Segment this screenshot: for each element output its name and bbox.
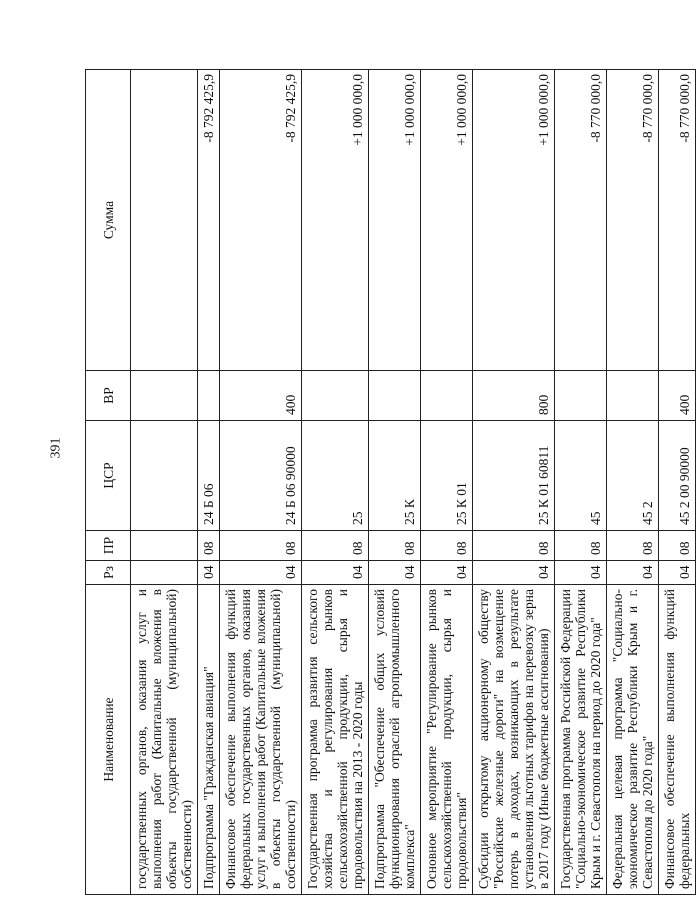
budget-table (85, 69, 696, 895)
row-pr: 08 (659, 531, 696, 561)
row-sum: -8 792 425,9 (220, 70, 302, 371)
table-row (473, 70, 555, 895)
table-row (421, 70, 473, 895)
row-rz: 04 (198, 561, 220, 585)
row-csr: 25 К 01 60811 (473, 421, 555, 531)
row-vr: 400 (220, 371, 302, 421)
row-name: Государственная программа Российской Федерации "Социально-экономическое развитие Республики Крым и г. Севастополя на период до 2020 года" (555, 585, 607, 895)
row-pr: 08 (302, 531, 369, 561)
row-pr: 08 (198, 531, 220, 561)
row-sum: +1 000 000,0 (302, 70, 369, 371)
row-sum: +1 000 000,0 (369, 70, 421, 371)
row-rz: 04 (220, 561, 302, 585)
row-pr: 08 (473, 531, 555, 561)
row-vr (369, 371, 421, 421)
row-vr: 800 (473, 371, 555, 421)
row-csr (131, 421, 198, 531)
row-csr: 25 (302, 421, 369, 531)
row-csr: 25 К (369, 421, 421, 531)
row-name: Подпрограмма "Гражданская авиация" (198, 585, 220, 895)
row-pr: 08 (607, 531, 659, 561)
header-vr: ВР (86, 371, 131, 421)
row-name: Финансовое обеспечение выполнения функций федеральных государственных органов, оказания услуг и выполнения работ (Капитальные вложения в объекты государственной (муниципальной) собственности) (220, 585, 302, 895)
row-vr (421, 371, 473, 421)
row-rz: 04 (369, 561, 421, 585)
row-vr (555, 371, 607, 421)
row-rz: 04 (607, 561, 659, 585)
row-rz (131, 561, 198, 585)
row-name: государственных органов, оказания услуг и выполнения работ (Капитальные вложения в объекты государственной (муниципальной) собственности) (131, 585, 198, 895)
row-sum: +1 000 000,0 (421, 70, 473, 371)
page-number: 391 (48, 437, 64, 459)
table-row (369, 70, 421, 895)
row-rz: 04 (659, 561, 696, 585)
row-csr: 24 Б 06 (198, 421, 220, 531)
row-csr: 25 К 01 (421, 421, 473, 531)
row-name: Федеральная целевая программа "Социально-экономическое развитие Республики Крым и г. Севастополя до 2020 года" (607, 585, 659, 895)
row-name: Финансовое обеспечение выполнения функций федеральных (659, 585, 696, 895)
table-row (302, 70, 369, 895)
row-pr: 08 (220, 531, 302, 561)
row-name: Субсидии открытому акционерному обществу "Российские железные дороги" на возмещение потерь в доходах, возникающих в результате установления льготных тарифов на перевозку зерна в 2017 году (Иные бюджетные ассигнования) (473, 585, 555, 895)
row-csr: 24 Б 06 90000 (220, 421, 302, 531)
header-name: Наименование (86, 585, 131, 895)
table-row (131, 70, 198, 895)
row-sum: -8 770 000,0 (659, 70, 696, 371)
row-pr (131, 531, 198, 561)
row-vr (131, 371, 198, 421)
header-pr: ПР (86, 531, 131, 561)
row-csr: 45 (555, 421, 607, 531)
table-header-row (86, 70, 131, 895)
row-rz: 04 (555, 561, 607, 585)
header-csr: ЦСР (86, 421, 131, 531)
row-pr: 08 (421, 531, 473, 561)
row-sum: -8 770 000,0 (607, 70, 659, 371)
table-row (220, 70, 302, 895)
header-sum: Сумма (86, 70, 131, 371)
row-name: Государственная программа развития сельского хозяйства и регулирования рынков сельскохозяйственной продукции, сырья и продовольствия на 2013 - 2020 годы (302, 585, 369, 895)
row-csr: 45 2 (607, 421, 659, 531)
row-sum: -8 770 000,0 (555, 70, 607, 371)
row-rz: 04 (421, 561, 473, 585)
row-name: Основное мероприятие "Регулирование рынков сельскохозяйственной продукции, сырья и продовольствия" (421, 585, 473, 895)
row-vr (198, 371, 220, 421)
row-sum: +1 000 000,0 (473, 70, 555, 371)
row-vr: 400 (659, 371, 696, 421)
row-vr (607, 371, 659, 421)
row-pr: 08 (369, 531, 421, 561)
row-sum: -8 792 425,9 (198, 70, 220, 371)
row-name: Подпрограмма "Обеспечение общих условий функционирования отраслей агропромышленного комплекса" (369, 585, 421, 895)
row-vr (302, 371, 369, 421)
row-sum (131, 70, 198, 371)
row-rz: 04 (473, 561, 555, 585)
table-row (198, 70, 220, 895)
table-row (659, 70, 696, 895)
rotated-table-container (85, 70, 692, 895)
row-pr: 08 (555, 531, 607, 561)
header-rz: Рз (86, 561, 131, 585)
table-row (607, 70, 659, 895)
table-row (555, 70, 607, 895)
row-rz: 04 (302, 561, 369, 585)
row-csr: 45 2 00 90000 (659, 421, 696, 531)
